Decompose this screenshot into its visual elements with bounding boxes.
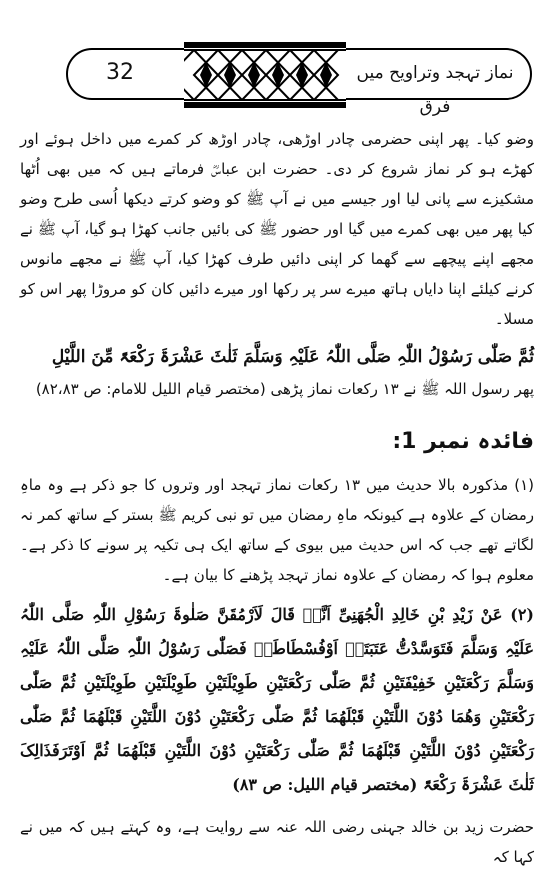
reference-1: پھر رسول اللہ ﷺ نے ۱۳ رکعات نماز پڑھی (مختصر قیام اللیل للامام: ص ۸۲،۸۳) <box>35 380 534 398</box>
page-header <box>66 42 534 117</box>
section-heading: فائدہ نمبر 1: <box>392 429 534 454</box>
page-number: 32 <box>106 60 134 85</box>
paragraph-3: حضرت زید بن خالد جہنی رضی اللہ عنہ سے روایت ہے، وہ کہتے ہیں کہ میں نے کہا کہ <box>20 818 534 866</box>
arabic-text-1: ثُمَّ صَلّٰی رَسُوْلُ اللّٰہِ صَلَّی اللّٰہُ عَلَیْہِ وَسَلَّمَ ثَلٰثَ عَشْرَۃَ رَکْعَۃً مِّنَ اللَّیْلِ <box>51 347 534 367</box>
page-content <box>20 124 534 887</box>
running-title: نماز تہجد وتراویح میں فرق <box>356 63 514 117</box>
paragraph-2: (۱) مذکورہ بالا حدیث میں ۱۳ رکعات نماز تہجد اور وتروں کا جو ذکر ہے وہ ماہِ رمضان کے علاوہ ہے کیونکہ ماہِ رمضان میں تو نبی کریم ﷺ بستر کے ساتھ کمر نہ لگاتے تھے جب کہ اس حدیث میں بیوی کے ساتھ ایک ہی تکیہ پر سونے کا ذکر ہے۔ معلوم ہوا کہ رمضان کے علاوہ نماز تہجد پڑھنے کا بیان ہے۔ <box>20 476 534 584</box>
paragraph-1: وضو کیا۔ پھر اپنی حضرمی چادر اوڑھی، چادر اوڑھ کر کمرے میں داخل ہوئے اور کھڑے ہو کر نماز شروع کر دی۔ حضرت ابن عباسؓ فرماتے ہیں کہ میں بھی اُٹھا مشکیزے سے پانی لیا اور جیسے میں نے آپ ﷺ کو وضو کرتے دیکھا اُسی طرح وضو کیا پھر میں بھی کمرے میں گیا اور حضور ﷺ کی بائیں جانب کھڑا ہو گیا، آپ ﷺ نے مجھے اپنے پیچھے سے گھما کر اپنی دائیں طرف کھڑا کیا، آپ ﷺ نے مجھے مانوس کرنے کیلئے اپنا دایاں ہاتھ میرے سر پر رکھا اور میرے دائیں کان کو مروڑا پھر اس کو مسلا۔ <box>20 130 534 328</box>
arabic-text-2: (۲) عَنْ زَیْدِ بْنِ خَالِدِ الْجُھَنِیِّ اَنَّہٗ قَالَ لَاَرْمُقَنَّ صَلٰوۃَ رَسُوْلِ اللّٰہِ صَلَّی اللّٰہُ عَلَیْہِ وَسَلَّمَ فَتَوَسَّدْتُّ عَتَبَتَہٗ اَوْفُسْطَاطَۃٗ فَصَلّٰی رَسُوْلُ اللّٰہِ صَلَّی اللّٰہُ عَلَیْہِ وَسَلَّمَ رَکْعَتَیْنِ خَفِیْفَتَیْنِ ثُمَّ صَلّٰی رَکْعَتَیْنِ طَوِیْلَتَیْنِ طَوِیْلَتَیْنِ طَوِیْلَتَیْنِ ثُمَّ صَلّٰی رَکْعَتَیْنِ وَھُمَا دُوْنَ اللَّتَیْنِ قَبْلَھُمَا ثُمَّ صَلّٰی رَکْعَتَیْنِ دُوْنَ اللَّتَیْنِ قَبْلَھُمَا ثُمَّ صَلّٰی رَکْعَتَیْنِ دُوْنَ اللَّتَیْنِ قَبْلَھُمَا ثُمَّ صَلّٰی رَکْعَتَیْنِ دُوْنَ اللَّتَیْنِ قَبْلَھُمَا ثُمَّ اَوْتَرَفَذَالِکَ ثَلٰثَ عَشْرَۃَ رَکْعَۃً (مختصر قیام اللیل: ص ۸۳) <box>20 605 534 794</box>
ornament-pattern-icon <box>184 42 346 108</box>
